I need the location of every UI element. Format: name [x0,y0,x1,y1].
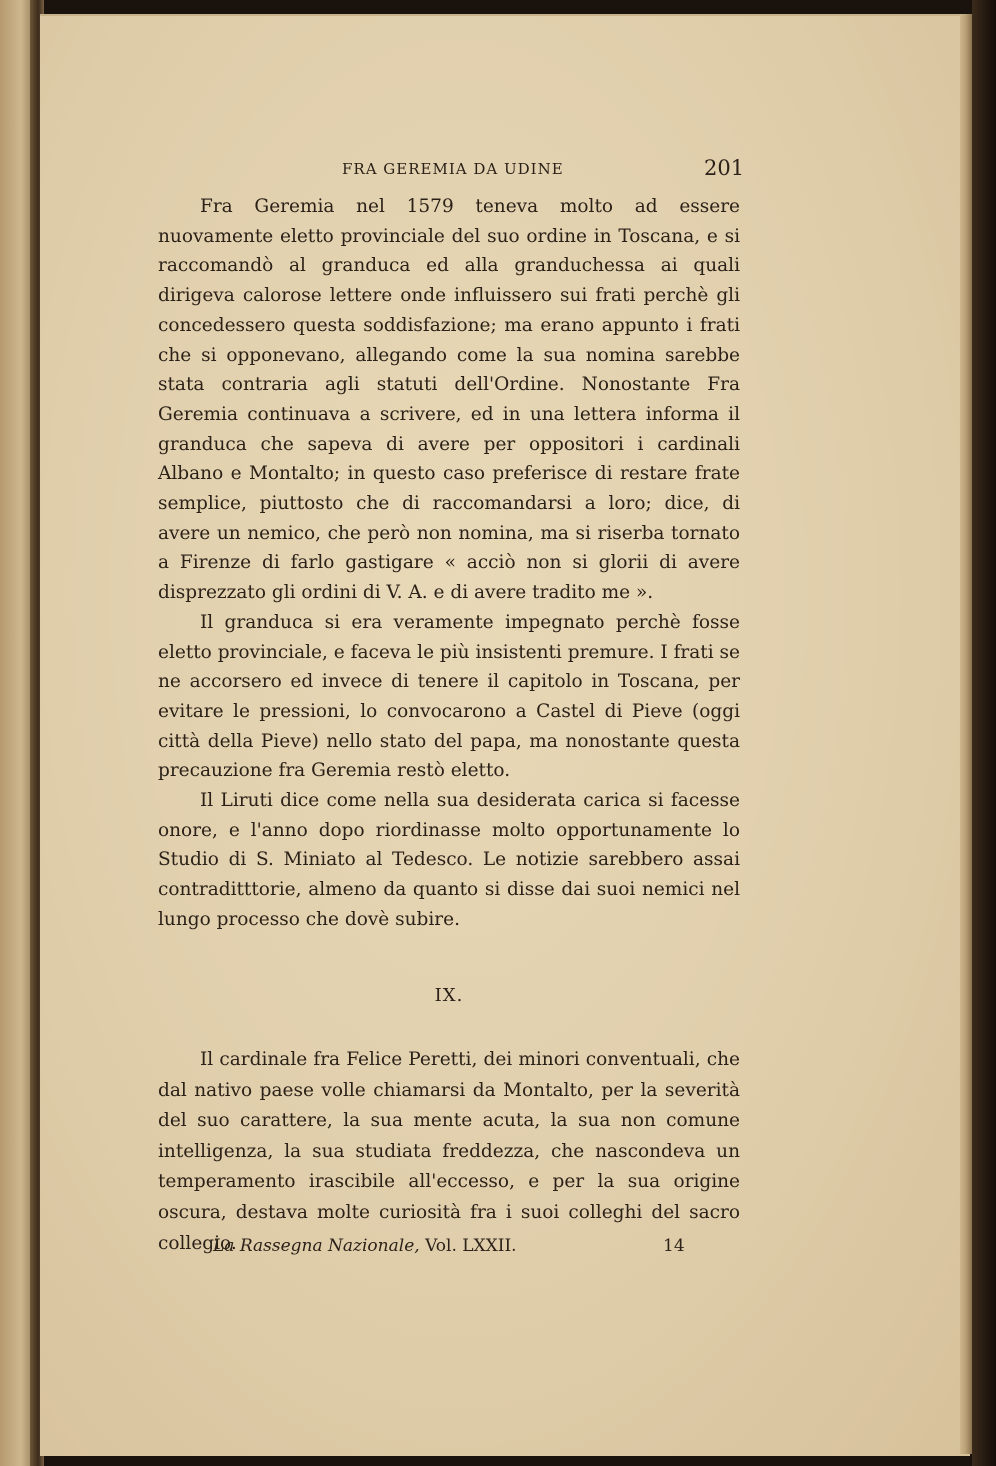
page-edge [960,14,972,1454]
paragraph: Fra Geremia nel 1579 teneva molto ad essere nuovamente eletto provinciale del suo ordine in Toscana, e si raccomandò al granduca ed alla granduchessa ai quali dirigeva calorose lettere onde influissero sui frati perchè gli concedessero questa soddisfazione; ma erano appunto i frati che si opponevano, allegando come la sua nomina sarebbe stata contraria agli statuti dell'Ordine. Nonostante Fra Geremia continuava a scrivere, ed in una lettera informa il granduca che sapeva di avere per oppositori i cardinali Albano e Montalto; in questo caso preferisce di restare frate semplice, piuttosto che di raccomandarsi a loro; dice, di avere un nemico, che però non nomina, ma si riserba tornato a Firenze di farlo gastigare « acciò non si glorii di avere disprezzato gli ordini di V. A. e di avere tradito me ». [158,196,740,604]
journal-title: La Rassegna Nazionale, [213,1236,420,1256]
footer-journal [213,1236,517,1256]
page-header [342,156,745,186]
page-edge-shadow [972,0,996,1466]
page-footer [213,1236,693,1262]
section-body-text [158,1045,740,1259]
paragraph: Il Liruti dice come nella sua desiderata carica si facesse onore, e l'anno dopo riordinasse molto opportunamente lo Studio di S. Miniato al Tedesco. Le notizie sarebbero assai contraditttorie, almeno da quanto si disse dai suoi nemici nel lungo processo che dovè subire. [158,790,740,930]
page-number: 201 [704,156,745,180]
journal-volume: Vol. LXXII. [425,1236,517,1256]
signature-mark: 14 [663,1236,685,1256]
section-heading: IX. [434,985,464,1006]
body-text [158,192,740,935]
paragraph: Il granduca si era veramente impegnato perchè fosse eletto provinciale, e faceva le più insistenti premure. I frati se ne accorsero ed invece di tenere il capitolo in Toscana, per evitare le pressioni, lo convocarono a Castel di Pieve (oggi città della Pieve) nello stato del papa, ma nonostante questa precauzione fra Geremia restò eletto. [158,611,740,782]
paragraph: Il cardinale fra Felice Peretti, dei minori conventuali, che dal nativo paese volle chiamarsi da Montalto, per la severità del suo carattere, la sua mente acuta, la sua non comune intelligenza, la sua studiata freddezza, che nascondeva un temperamento irascibile all'eccesso, e per la sua origine oscura, destava molte curiosità fra i suoi colleghi del sacro collegio. [158,1049,740,1254]
running-title: FRA GEREMIA DA UDINE [342,160,564,178]
